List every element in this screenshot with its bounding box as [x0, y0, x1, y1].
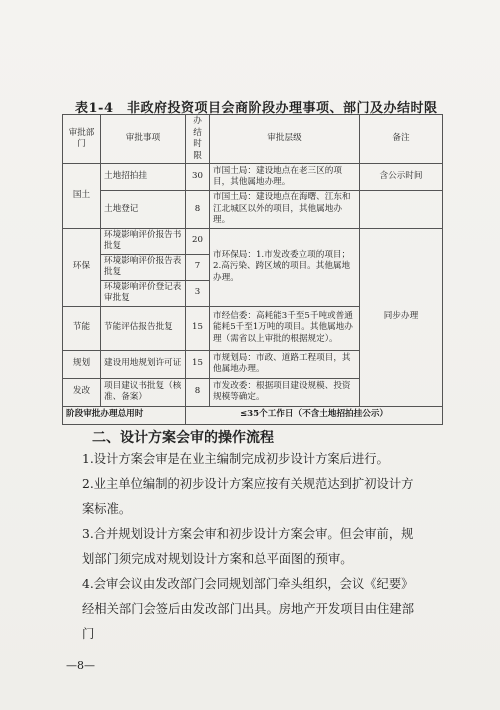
- total-row: [63, 406, 443, 424]
- item-cell: 节能评估报告批复: [101, 306, 186, 350]
- level-cell: 市发改委：根据项目建设规模、投资规模等确定。: [210, 378, 360, 406]
- dept-cell: 发改: [63, 378, 101, 406]
- level-cell: 市国土局：建设地点在老三区的项目，其他属地办理。: [210, 164, 360, 191]
- dept-cell: 节能: [63, 306, 101, 350]
- days-cell: 15: [186, 350, 210, 378]
- paragraph: 3.合并规划设计方案会审和初步设计方案会审。但会审前，规划部门须完成对规划设计方案和总平面图的预审。: [82, 527, 414, 566]
- header-note: 备注: [360, 115, 443, 164]
- days-cell: 30: [186, 164, 210, 191]
- dept-cell: 规划: [63, 350, 101, 378]
- table-row: [63, 191, 443, 229]
- total-value: ≤35个工作日（不含土地招拍挂公示）: [186, 406, 443, 424]
- table-title: 表1-4 非政府投资项目会商阶段办理事项、部门及办结时限: [75, 101, 438, 116]
- section-title: 二、设计方案会审的操作流程: [92, 430, 274, 446]
- days-cell: 20: [186, 228, 210, 254]
- paragraph: 1.设计方案会审是在业主编制完成初步设计方案后进行。: [82, 452, 389, 466]
- dept-cell: 环保: [63, 228, 101, 306]
- item-cell: 环境影响评价报告表批复: [101, 254, 186, 280]
- days-cell: 8: [186, 378, 210, 406]
- paragraph: 2.业主单位编制的初步设计方案应按有关规范达到扩初设计方案标准。: [82, 477, 414, 516]
- item-cell: 环境影响评价报告书批复: [101, 228, 186, 254]
- note-cell: 含公示时间: [360, 164, 443, 191]
- days-cell: 15: [186, 306, 210, 350]
- level-cell: 市环保局：1.市发改委立项的项目；2.高污染、跨区域的项目。其他属地办理。: [210, 228, 360, 306]
- days-cell: 7: [186, 254, 210, 280]
- table-header-row: [63, 115, 443, 164]
- days-cell: 3: [186, 280, 210, 306]
- header-item: 审批事项: [101, 115, 186, 164]
- header-days: 办结时限: [186, 115, 210, 164]
- item-cell: 项目建议书批复（核准、备案）: [101, 378, 186, 406]
- table-row: [63, 164, 443, 191]
- level-cell: 市规划局：市政、道路工程项目，其他属地办理。: [210, 350, 360, 378]
- level-cell: 市经信委：高耗能3千至5千吨或普通能耗5千至1万吨的项目。其他属地办理（需省以上审批的根据规定）。: [210, 306, 360, 350]
- level-cell: 市国土局：建设地点在海曙、江东和江北城区以外的项目，其他属地办理。: [210, 191, 360, 229]
- header-dept: 审批部门: [63, 115, 101, 164]
- item-cell: 土地登记: [101, 191, 186, 229]
- table-row: [63, 228, 443, 254]
- note-cell: [360, 191, 443, 229]
- page-number: —8—: [66, 659, 95, 672]
- approval-table: [62, 114, 443, 425]
- header-level: 审批层级: [210, 115, 360, 164]
- paragraph: 4.会审会议由发改部门会同规划部门牵头组织，会议《纪要》经相关部门会签后由发改部门出具。房地产开发项目由住建部门: [82, 577, 415, 641]
- total-label: 阶段审批办理总用时: [63, 406, 186, 424]
- item-cell: 土地招拍挂: [101, 164, 186, 191]
- note-cell: 同步办理: [360, 228, 443, 406]
- item-cell: 环境影响评价登记表审批复: [101, 280, 186, 306]
- days-cell: 8: [186, 191, 210, 229]
- item-cell: 建设用地规划许可证: [101, 350, 186, 378]
- dept-cell: 国土: [63, 164, 101, 229]
